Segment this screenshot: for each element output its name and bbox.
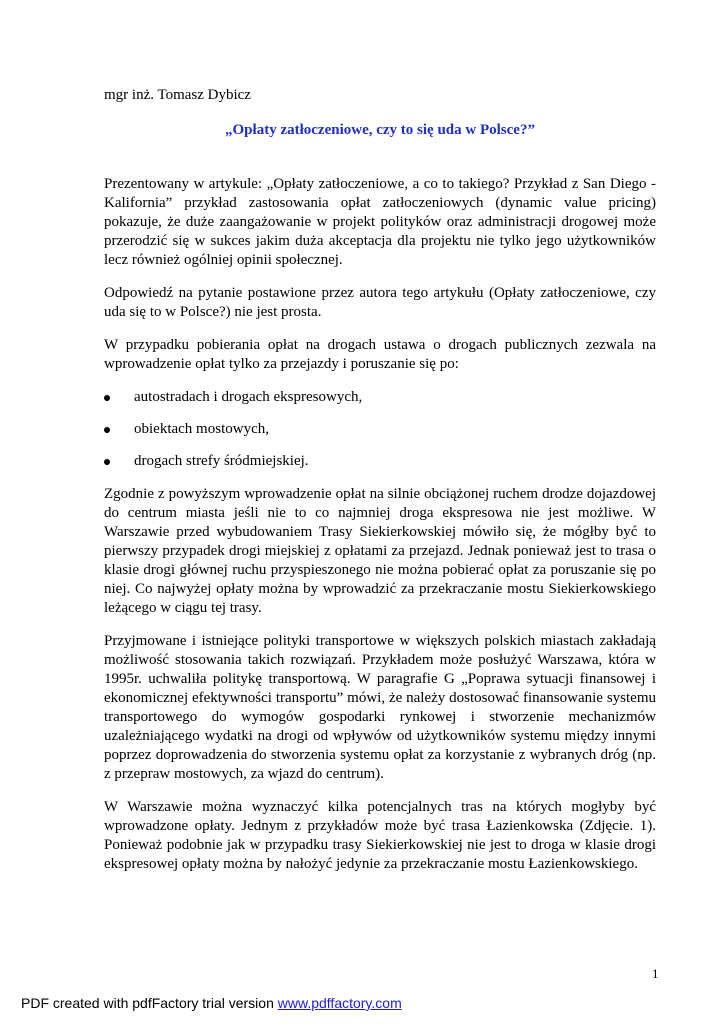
paragraph: Zgodnie z powyższym wprowadzenie opłat na silnie obciążonej ruchem drodze dojazdowej do centrum miasta jeśli nie to co najmniej droga ekspresowa nie jest możliwe. W Warszawie przed wybudowaniem Trasy Siekierkowskiej mówiło się, że mógłby być to pierwszy przypadek drogi miejskiej z opłatami za przejazd. Jednak ponieważ jest to trasa o klasie drogi głównej ruchu przyspieszonego nie można pobierać opłat za poruszanie się po niej. Co najwyżej opłaty można by wprowadzić za przekraczanie mostu Siekierkowskiego leżącego w ciągu tej trasy. [104,486,656,616]
list-item [104,388,656,407]
bullet-icon [104,395,110,401]
pdf-footer [21,994,402,1012]
list-item [104,452,656,471]
bullet-icon [104,459,110,465]
list-item [104,420,656,439]
list-item-text: autostradach i drogach ekspresowych, [134,389,363,405]
paragraph: Przyjmowane i istniejące polityki transportowe w większych polskich miastach zakładają możliwość stosowania takich rozwiązań. Przykładem może posłużyć Warszawa, która w 1995r. uchwaliła politykę transportową. W paragrafie G „Poprawa sytuacji finansowej i ekonomicznej efektywności transportu” mówi, że należy dostosować finansowanie systemu transportowego do wymogów gospodarki rynkowej i stworzenie mechanizmów uzależniającego wydatki na drogi od wpływów od użytkowników systemu między innymi poprzez doprowadzenia do stworzenia systemu opłat za korzystanie z wybranych dróg (np. z przepraw mostowych, za wjazd do centrum). [104,633,656,782]
author-line: mgr inż. Tomasz Dybicz [104,87,251,103]
bullet-icon [104,427,110,433]
paragraph: W Warszawie można wyznaczyć kilka potencjalnych tras na których mogłyby być wprowadzone opłaty. Jednym z przykładów może być trasa Łazienkowska (Zdjęcie. 1). Ponieważ podobnie jak w przypadku trasy Siekierkowskiej nie jest to droga w klasie drogi ekspresowej opłaty można by nałożyć jedynie za przekraczanie mostu Łazienkowskiego. [104,799,656,872]
bullet-list [104,388,656,471]
paragraph: Odpowiedź na pytanie postawione przez autora tego artykułu (Opłaty zatłoczeniowe, czy uda się to w Polsce?) nie jest prosta. [104,285,656,320]
footer-text: PDF created with pdfFactory trial version [21,995,278,1011]
page-number: 1 [652,966,659,981]
list-item-text: drogach strefy śródmiejskiej. [134,453,309,469]
article-body [104,175,656,888]
footer-link[interactable]: www.pdffactory.com [277,995,402,1011]
paragraph: Prezentowany w artykule: „Opłaty zatłoczeniowe, a co to takiego? Przykład z San Diego - Kalifornia” przykład zastosowania opłat zatłoczeniowych (dynamic value pricing) pokazuje, że duże zaangażowanie w projekt polityków oraz administracji drogowej może przerodzić się w sukces jakim duża akceptacja dla projektu nie tylko jego użytkowników lecz również ogólniej opinii społecznej. [104,176,656,268]
paragraph: W przypadku pobierania opłat na drogach ustawa o drogach publicznych zezwala na wprowadzenie opłat tylko za przejazdy i poruszanie się po: [104,337,656,372]
list-item-text: obiektach mostowych, [134,421,269,437]
article-title: „Opłaty zatłoczeniowe, czy to się uda w Polsce?” [225,122,535,138]
